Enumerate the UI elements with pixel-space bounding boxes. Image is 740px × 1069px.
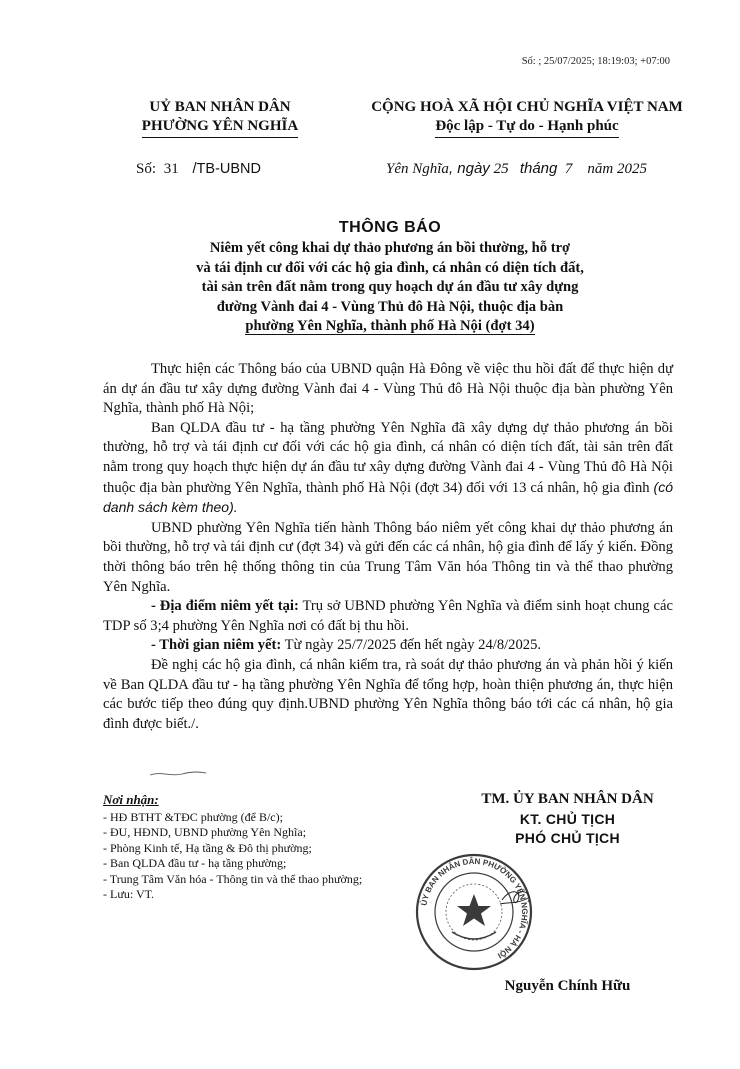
document-subtitle xyxy=(112,239,668,337)
recipient-item: - Trung Tâm Văn hóa - Thông tin và thể thao phường; xyxy=(103,871,363,886)
date-day: 25 xyxy=(493,161,509,177)
issuer-line-1: UỶ BAN NHÂN DÂN xyxy=(149,99,291,115)
location-label: - Địa điểm niêm yết tại: xyxy=(151,598,299,615)
paragraph-3: UBND phường Yên Nghĩa tiến hành Thông báo niêm yết công khai dự thảo phương án bồi thường, hỗ trợ và tái định cư (đợt 34) và gửi đến các cá nhân, hộ gia đình để lấy ý kiến. Đồng thời thông báo trên hệ thống thông tin của Trung Tâm Văn hóa Thông tin và thể thao phường Yên Nghĩa. xyxy=(103,519,673,595)
signature-line-1: TM. ỦY BAN NHÂN DÂN xyxy=(481,791,654,807)
doc-number-value: 31 xyxy=(163,161,179,177)
subtitle-line-2: và tái định cư đối với các hộ gia đình, cá nhân có diện tích đất, xyxy=(196,259,584,276)
location-text: Trụ sở UBND phường Yên Nghĩa và điểm sinh hoạt chung các TDP số 3;4 phường Yên Nghĩa nơi có đất bị thu hồi. xyxy=(103,598,673,634)
doc-number-suffix: /TB-UBND xyxy=(192,161,261,177)
date-year: 2025 xyxy=(616,161,647,177)
end-flourish-icon xyxy=(148,767,208,781)
recipient-item: - Phòng Kinh tế, Hạ tầng & Đô thị phường; xyxy=(103,840,312,855)
signature-line-3: PHÓ CHỦ TỊCH xyxy=(515,830,620,846)
time-text: Từ ngày 25/7/2025 đến hết ngày 24/8/2025. xyxy=(281,637,542,654)
subtitle-line-1: Niêm yết công khai dự thảo phương án bồi thường, hỗ trợ xyxy=(209,240,571,256)
date-month: 7 xyxy=(564,161,573,177)
signature-block xyxy=(440,790,695,849)
nation-line-1: CỘNG HOÀ XÃ HỘI CHỦ NGHĨA VIỆT NAM xyxy=(371,99,683,115)
recipient-item: - HĐ BTHT &TĐC phường (để B/c); xyxy=(103,809,283,824)
paragraph-2 xyxy=(103,419,673,519)
recipient-item: - ĐU, HĐND, UBND phường Yên Nghĩa; xyxy=(103,825,307,839)
recipients-block xyxy=(103,792,363,903)
motto: Độc lập - Tự do - Hạnh phúc xyxy=(435,117,618,138)
subtitle-line-5: phường Yên Nghĩa, thành phố Hà Nội (đợt 34) xyxy=(245,318,535,335)
document-number xyxy=(136,161,261,178)
paragraph-2-main: Ban QLDA đầu tư - hạ tầng phường Yên Nghĩa đã xây dựng dự thảo phương án bồi thường, hỗ trợ và tái định cư đối với các hộ gia đình, cá nhân có diện tích đất, tài sản trên đất nằm trong quy hoạch thực hiện dự án đầu tư xây dựng đường Vành đai 4 - Vùng Thủ đô Hà Nội thuộc địa bàn phường Yên Nghĩa, thành phố Hà Nội (đợt 34) đối với 13 cá nhân, hộ gia đình xyxy=(103,419,673,496)
paragraph-time xyxy=(103,636,673,656)
signature-line-2: KT. CHỦ TỊCH xyxy=(519,810,616,827)
document-body xyxy=(103,360,673,734)
seal-text: ỦY BAN NHÂN DÂN PHƯỜNG YÊN NGHĨA - HÀ NỘI xyxy=(419,856,530,961)
paragraph-location xyxy=(103,597,673,636)
date-place: Yên Nghĩa xyxy=(386,161,449,177)
date-year-label: năm xyxy=(587,161,614,177)
document-title: THÔNG BÁO xyxy=(338,219,442,236)
issuer-header xyxy=(100,98,340,138)
digital-signature-stamp: Số: ; 25/07/2025; 18:19:03; +07:00 xyxy=(521,56,670,67)
date-day-label: , ngày xyxy=(448,160,490,177)
time-label: - Thời gian niêm yết: xyxy=(151,637,282,654)
subtitle-line-3: tài sản trên đất nằm trong quy hoạch dự án đầu tư xây dựng xyxy=(201,279,579,296)
nation-header xyxy=(362,98,692,138)
recipients-heading: Nơi nhận: xyxy=(103,792,159,807)
issuer-line-2: PHƯỜNG YÊN NGHĨA xyxy=(142,117,298,138)
date-month-label: tháng xyxy=(519,160,558,177)
recipient-item: - Ban QLDA đầu tư - hạ tầng phường; xyxy=(103,856,287,870)
paragraph-2-note: (có danh sách kèm theo). xyxy=(103,478,673,516)
document-date xyxy=(386,160,647,178)
recipient-item: - Lưu: VT. xyxy=(103,887,155,901)
signer-name: Nguyễn Chính Hữu xyxy=(504,978,631,994)
official-seal-icon xyxy=(414,852,534,972)
doc-number-label: Số: xyxy=(136,161,157,177)
paragraph-1: Thực hiện các Thông báo của UBND quận Hà Đông về việc thu hồi đất để thực hiện dự án dự án đầu tư xây dựng đường Vành đai 4 - Vùng Thủ đô Hà Nội thuộc địa bàn phường Yên Nghĩa, thành phố Hà Nội; xyxy=(103,361,673,417)
recipients-list xyxy=(103,810,363,903)
subtitle-line-4: đường Vành đai 4 - Vùng Thủ đô Hà Nội, thuộc địa bàn xyxy=(216,298,564,315)
paragraph-request: Đề nghị các hộ gia đình, cá nhân kiểm tra, rà soát dự thảo phương án và phản hồi ý kiến về Ban QLDA đầu tư - hạ tầng phường Yên Nghĩa để tổng hợp, hoàn thiện phương án, thực hiện các bước tiếp theo đúng quy định.UBND phường Yên Nghĩa thông báo tới các cá nhân, hộ gia đình được biết./. xyxy=(103,656,673,732)
